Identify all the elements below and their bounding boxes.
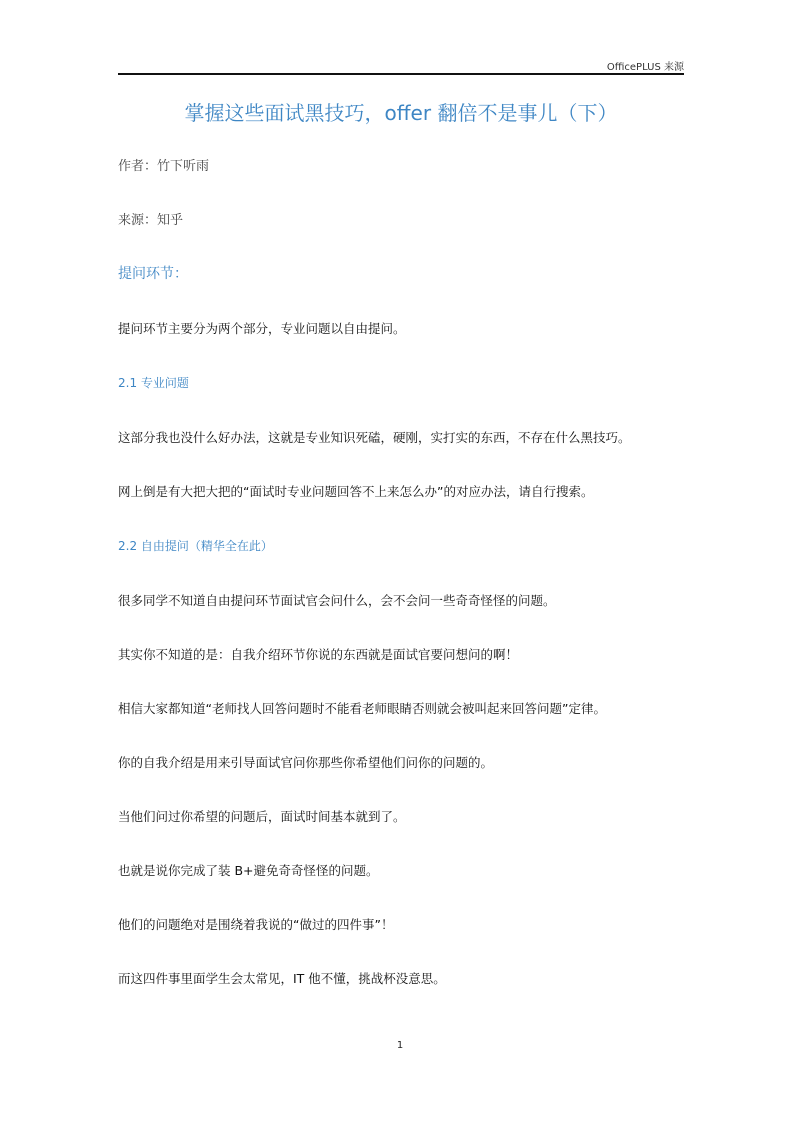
source-line: 来源：知乎 [118,213,184,228]
paragraph-8: 也就是说你完成了装 B+避免奇奇怪怪的问题。 [118,863,379,878]
paragraph-3: 很多同学不知道自由提问环节面试官会问什么，会不会问一些奇奇怪怪的问题。 [118,593,556,608]
paragraph-6: 你的自我介绍是用来引导面试官问你那些你希望他们问你的问题的。 [118,755,494,770]
paragraph-7: 当他们问过你希望的问题后，面试时间基本就到了。 [118,809,406,824]
paragraph-2: 网上倒是有大把大把的“面试时专业问题回答不上来怎么办”的对应办法，请自行搜索。 [118,484,594,499]
paragraph-9: 他们的问题绝对是围绕着我说的“做过的四件事”！ [118,917,394,932]
subheading-free-questions: 2.2 自由提问（精华全在此） [118,539,273,553]
paragraph-10: 而这四件事里面学生会太常见，IT 他不懂，挑战杯没意思。 [118,971,446,986]
section-heading: 提问环节： [118,266,188,282]
paragraph-1: 这部分我也没什么好办法，这就是专业知识死磕，硬刚，实打实的东西，不存在什么黑技巧。 [118,430,631,445]
header-divider [118,73,684,75]
subheading-professional: 2.1 专业问题 [118,376,189,390]
header-label: OfficePLUS 来源 [606,62,684,73]
page-number: 1 [396,1040,404,1051]
author-line: 作者：竹下听雨 [118,159,210,174]
document-title: 掌握这些面试黑技巧，offer 翻倍不是事儿（下） [184,101,618,125]
paragraph-5: 相信大家都知道“老师找人回答问题时不能看老师眼睛否则就会被叫起来回答问题”定律。 [118,701,606,716]
paragraph-4: 其实你不知道的是：自我介绍环节你说的东西就是面试官要问想问的啊！ [118,647,519,662]
intro-paragraph: 提问环节主要分为两个部分，专业问题以自由提问。 [118,321,406,336]
